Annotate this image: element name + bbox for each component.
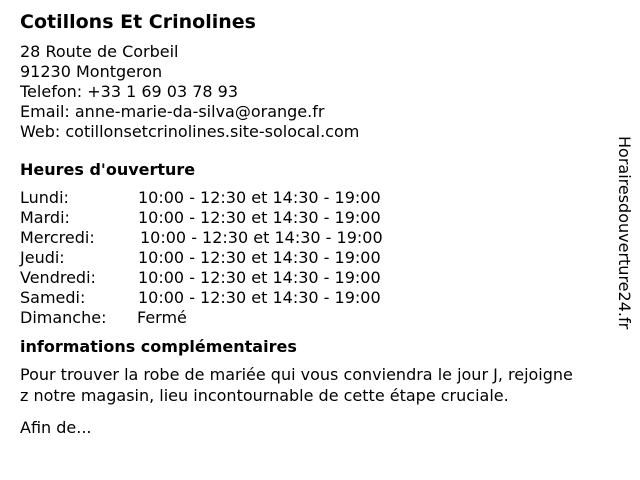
day-label: Dimanche: (20, 308, 107, 327)
day-label: Mardi: (20, 208, 70, 227)
opening-hours-heading: Heures d'ouverture (20, 160, 196, 179)
time-value: 10:00 - 12:30 et 14:30 - 19:00 (138, 268, 381, 287)
day-label: Samedi: (20, 288, 86, 307)
time-value: 10:00 - 12:30 et 14:30 - 19:00 (140, 228, 383, 247)
email-line[interactable]: Email: anne-marie-da-silva@orange.fr (20, 102, 325, 121)
hours-row-saturday (20, 288, 610, 308)
address-street: 28 Route de Corbeil (20, 42, 179, 61)
time-value: 10:00 - 12:30 et 14:30 - 19:00 (138, 288, 381, 307)
hours-row-tuesday (20, 208, 610, 228)
business-card (20, 10, 610, 438)
hours-row-sunday (20, 308, 610, 328)
time-value: Fermé (137, 308, 187, 327)
hours-row-wednesday (20, 228, 610, 248)
day-label: Jeudi: (20, 248, 65, 267)
additional-info-heading: informations complémentaires (20, 337, 297, 356)
site-watermark-label: Horairesdouverture24.fr (615, 136, 634, 330)
phone-line[interactable]: Telefon: +33 1 69 03 78 93 (20, 82, 239, 101)
web-line[interactable]: Web: cotillonsetcrinolines.site-solocal.com (20, 122, 360, 141)
day-label: Vendredi: (20, 268, 96, 287)
read-more-text: Afin de... (20, 418, 92, 437)
description-line-1: Pour trouver la robe de mariée qui vous conviendra le jour J, rejoigne (20, 365, 573, 384)
time-value: 10:00 - 12:30 et 14:30 - 19:00 (138, 208, 381, 227)
day-label: Mercredi: (20, 228, 95, 247)
hours-row-friday (20, 268, 610, 288)
day-label: Lundi: (20, 188, 69, 207)
address-city: 91230 Montgeron (20, 62, 163, 81)
description-line-2: z notre magasin, lieu incontournable de cette étape cruciale. (20, 386, 509, 405)
time-value: 10:00 - 12:30 et 14:30 - 19:00 (138, 188, 381, 207)
description-text (20, 364, 630, 406)
hours-row-thursday (20, 248, 610, 268)
time-value: 10:00 - 12:30 et 14:30 - 19:00 (138, 248, 381, 267)
business-name: Cotillons Et Crinolines (20, 11, 256, 33)
hours-row-monday (20, 188, 610, 208)
